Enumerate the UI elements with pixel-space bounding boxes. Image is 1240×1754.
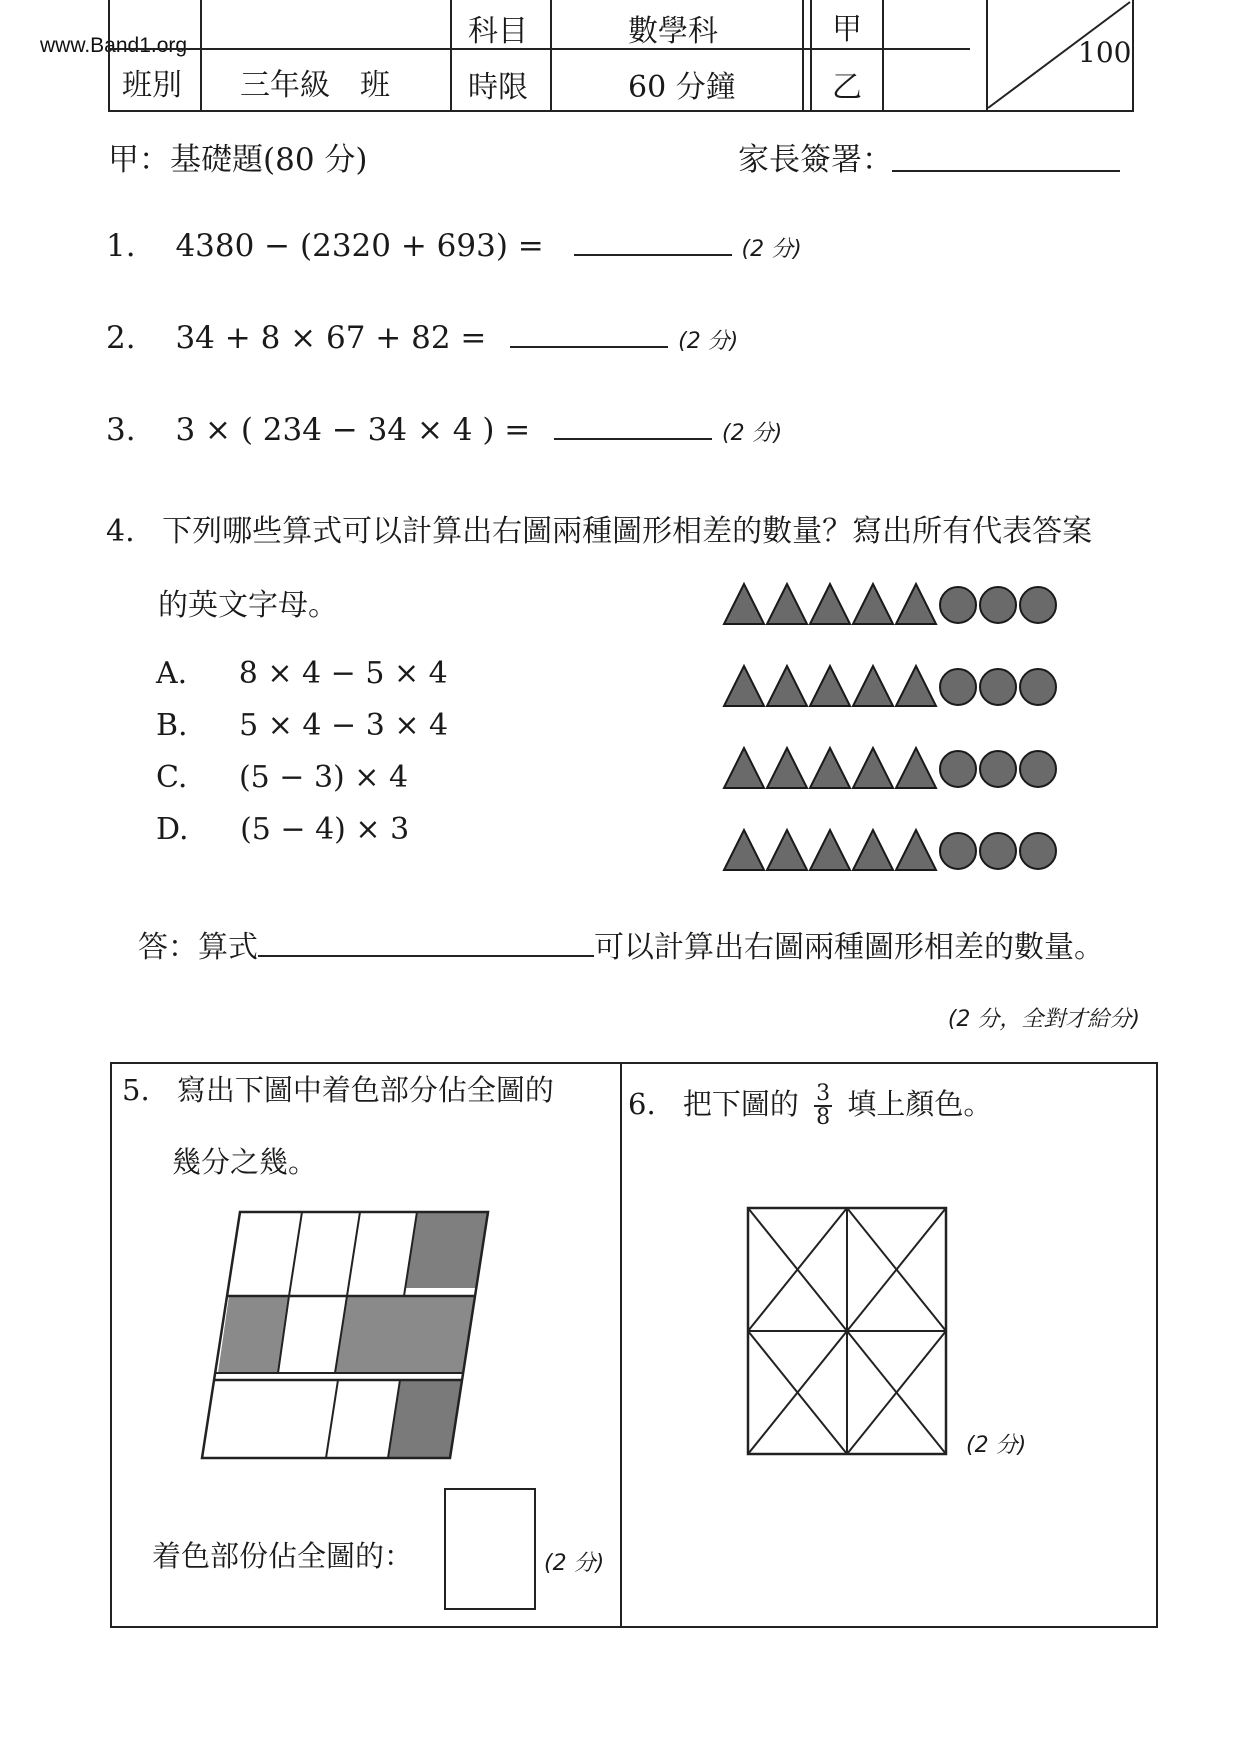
part-b-label: 乙 — [832, 70, 862, 105]
parent-signature-line[interactable] — [892, 170, 1120, 172]
header-col-divider — [550, 0, 552, 110]
circle-shape — [1020, 833, 1056, 869]
triangle-shape — [853, 666, 893, 706]
q3-points: (2 分) — [722, 421, 783, 446]
q5-points: (2 分) — [544, 1551, 605, 1576]
question-6 — [628, 1082, 992, 1129]
triangle-shape — [724, 830, 764, 870]
q4-option-c[interactable] — [156, 760, 408, 795]
time-value: 60 分鐘 — [628, 70, 736, 105]
q6-fraction — [814, 1083, 832, 1129]
circle-shape — [980, 587, 1016, 623]
circle-shape — [1020, 669, 1056, 705]
q4-option-d[interactable] — [156, 812, 409, 847]
header-col-divider — [810, 0, 812, 110]
q3-expression: 3 × ( 234 − 34 × 4 ) = — [175, 412, 531, 448]
triangle-shape — [810, 584, 850, 624]
option-expression: (5 − 3) × 4 — [238, 760, 409, 795]
header-col-divider — [802, 0, 804, 110]
header-table — [108, 0, 1134, 112]
header-col-divider — [882, 0, 884, 110]
triangle-shape — [810, 830, 850, 870]
circle-shape — [940, 669, 976, 705]
subject-value: 數學科 — [628, 14, 718, 49]
q3-number: 3. — [106, 412, 136, 448]
triangle-shape — [810, 666, 850, 706]
q5-answer-box[interactable] — [444, 1488, 536, 1610]
q4-shape-figure — [720, 576, 1070, 876]
q1-points: (2 分) — [741, 237, 802, 262]
part-a-label: 甲 — [832, 12, 862, 47]
q2-answer-blank[interactable] — [510, 346, 668, 348]
triangle-shape — [896, 748, 936, 788]
q5-parallelogram-figure — [196, 1210, 496, 1470]
class-value: 三年級 班 — [240, 68, 390, 103]
circle-shape — [940, 833, 976, 869]
q5-answer-label: 着色部份佔全圖的： — [152, 1539, 414, 1573]
q4-text-line-2: 的英文字母。 — [158, 588, 338, 623]
triangle-shape — [853, 748, 893, 788]
triangle-shape — [896, 830, 936, 870]
option-expression: 8 × 4 − 5 × 4 — [238, 656, 448, 691]
triangle-shape — [896, 666, 936, 706]
question-1 — [106, 228, 802, 264]
q4-answer-suffix: 可以計算出右圖兩種圖形相差的數量。 — [594, 930, 1104, 965]
triangle-shape — [767, 666, 807, 706]
q6-text-after: 填上顏色。 — [847, 1087, 993, 1121]
question-4 — [106, 506, 1092, 550]
total-score: 100 — [1078, 36, 1132, 69]
circle-shape — [980, 669, 1016, 705]
q5-number: 5. — [122, 1073, 150, 1107]
option-letter: B. — [156, 708, 188, 743]
option-letter: C. — [156, 760, 188, 795]
header-col-divider — [450, 0, 452, 110]
q4-number: 4. — [106, 514, 135, 549]
header-col-divider — [200, 0, 202, 110]
circle-shape — [980, 833, 1016, 869]
question-3 — [106, 412, 782, 448]
circle-shape — [1020, 587, 1056, 623]
q5-text-line-2: 幾分之幾。 — [172, 1145, 318, 1179]
q3-answer-blank[interactable] — [554, 438, 712, 440]
q1-expression: 4380 − (2320 + 693) = — [175, 228, 544, 264]
circle-shape — [980, 751, 1016, 787]
q2-expression: 34 + 8 × 67 + 82 = — [175, 320, 487, 356]
circle-shape — [1020, 751, 1056, 787]
triangle-shape — [853, 830, 893, 870]
header-row-divider — [110, 48, 468, 50]
q5-q6-divider — [620, 1062, 622, 1628]
q6-points: (2 分) — [966, 1433, 1027, 1458]
option-expression: (5 − 4) × 3 — [240, 812, 410, 847]
q5-text-line-1: 寫出下圖中着色部分佔全圖的 — [176, 1073, 554, 1107]
q6-rectangle-figure — [744, 1204, 954, 1460]
q2-number: 2. — [106, 320, 136, 356]
question-5 — [122, 1068, 554, 1109]
q6-text-before: 把下圖的 — [682, 1087, 799, 1121]
q2-points: (2 分) — [678, 329, 739, 354]
class-label: 班別 — [122, 68, 182, 103]
q4-text-line-1: 下列哪些算式可以計算出右圖兩種圖形相差的數量？寫出所有代表答案 — [162, 514, 1093, 549]
q1-number: 1. — [106, 228, 136, 264]
fraction-denominator: 8 — [816, 1105, 831, 1130]
circle-shape — [940, 587, 976, 623]
question-2 — [106, 320, 738, 356]
circle-shape — [940, 751, 976, 787]
q4-answer-blank[interactable] — [258, 955, 594, 957]
triangle-shape — [724, 584, 764, 624]
option-letter: A. — [156, 656, 188, 691]
watermark: www.Band1.org — [40, 34, 188, 57]
q4-points: (2 分，全對才給分) — [947, 1007, 1140, 1032]
triangle-shape — [767, 584, 807, 624]
fraction-numerator: 3 — [816, 1081, 831, 1106]
triangle-shape — [724, 666, 764, 706]
triangle-shape — [810, 748, 850, 788]
option-letter: D. — [156, 812, 189, 847]
q1-answer-blank[interactable] — [574, 254, 732, 256]
subject-label: 科目 — [468, 14, 528, 49]
triangle-shape — [724, 748, 764, 788]
q4-option-b[interactable] — [156, 708, 448, 743]
option-expression: 5 × 4 − 3 × 4 — [239, 708, 449, 743]
q4-option-a[interactable] — [156, 656, 448, 691]
parent-signature-label: 家長簽署： — [738, 142, 893, 178]
time-label: 時限 — [468, 70, 528, 105]
q4-answer-prefix: 答：算式 — [138, 930, 258, 965]
triangle-shape — [767, 830, 807, 870]
triangle-shape — [853, 584, 893, 624]
q6-number: 6. — [628, 1087, 656, 1121]
q4-answer-line — [138, 922, 1104, 966]
triangle-shape — [767, 748, 807, 788]
section-title: 甲：基礎題(80 分) — [108, 142, 368, 178]
triangle-shape — [896, 584, 936, 624]
